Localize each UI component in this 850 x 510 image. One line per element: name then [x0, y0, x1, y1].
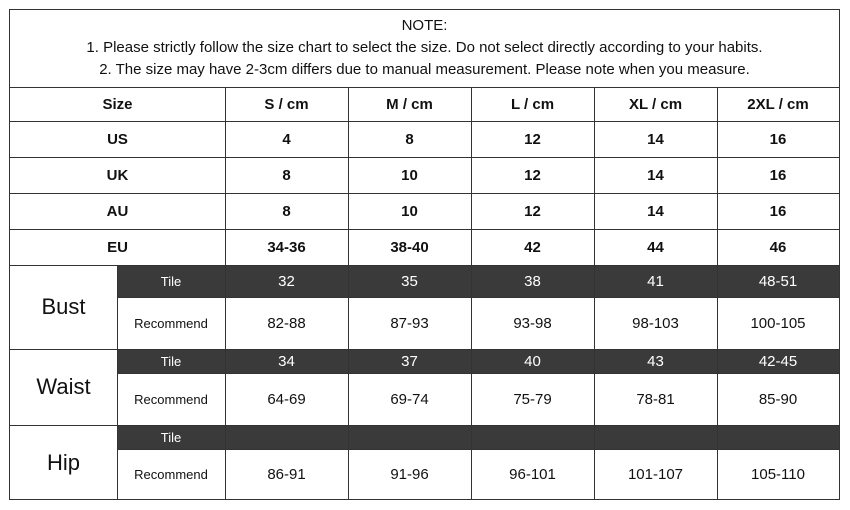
- recommend-value: 75-79: [513, 390, 552, 408]
- grid-line: [10, 121, 839, 122]
- region-value: 14: [647, 202, 664, 220]
- region-value: 34-36: [267, 238, 306, 256]
- region-value: 38-40: [390, 238, 429, 256]
- region-value: 16: [769, 202, 787, 220]
- region-value: 42: [524, 238, 541, 256]
- size-header: Size: [102, 96, 133, 113]
- grid-line: [225, 88, 226, 500]
- size-chart: [9, 9, 840, 500]
- grid-line: [348, 88, 349, 500]
- note-title: NOTE:: [401, 17, 448, 34]
- size-column-header: L / cm: [510, 96, 555, 113]
- grid-line: [471, 88, 472, 500]
- tile-value: 34: [225, 349, 348, 373]
- tile-value: 40: [471, 349, 594, 373]
- region-value: 12: [524, 130, 541, 148]
- size-column-header: XL / cm: [628, 96, 683, 113]
- tile-value: 48-51: [717, 265, 839, 297]
- tile-value: 38: [471, 265, 594, 297]
- size-column-header: S / cm: [264, 96, 309, 113]
- grid-line: [10, 157, 839, 158]
- recommend-value: 86-91: [267, 466, 306, 483]
- recommend-value: 91-96: [390, 466, 429, 483]
- region-value: 14: [647, 130, 664, 148]
- tile-value: [225, 425, 348, 449]
- region-label: EU: [107, 238, 128, 256]
- recommend-value: 101-107: [627, 466, 684, 483]
- size-column-header: M / cm: [386, 96, 433, 113]
- recommend-value: 98-103: [632, 314, 679, 332]
- recommend-value: 64-69: [267, 390, 306, 408]
- recommend-value: 100-105: [750, 314, 806, 332]
- region-value: 16: [769, 130, 787, 148]
- tile-value: [717, 425, 839, 449]
- grid-line: [10, 425, 839, 426]
- size-column-header: 2XL / cm: [747, 96, 809, 113]
- tile-value: 43: [594, 349, 717, 373]
- region-value: 10: [401, 202, 418, 220]
- region-value: 4: [282, 130, 291, 148]
- recommend-label: Recommend: [134, 467, 208, 482]
- tile-value: 32: [225, 265, 348, 297]
- region-value: 46: [769, 238, 787, 256]
- region-value: 44: [647, 238, 664, 256]
- grid-line: [594, 88, 595, 500]
- region-value: 8: [282, 202, 291, 220]
- region-label: UK: [106, 166, 129, 184]
- tile-value: [594, 425, 717, 449]
- grid-line: [10, 265, 839, 266]
- region-label: AU: [106, 202, 129, 220]
- tile-label: Tile: [117, 425, 225, 449]
- recommend-value: 85-90: [758, 390, 798, 408]
- note-line-2: 2. The size may have 2-3cm differs due to manual measurement. Please note when you measure.: [99, 61, 750, 78]
- recommend-value: 82-88: [267, 314, 306, 332]
- tile-label: Tile: [117, 265, 225, 297]
- recommend-value: 87-93: [390, 314, 429, 332]
- grid-line: [117, 265, 118, 500]
- region-value: 8: [282, 166, 291, 184]
- tile-value: 42-45: [717, 349, 839, 373]
- tile-value: 35: [348, 265, 471, 297]
- grid-line: [717, 88, 718, 500]
- grid-line: [10, 229, 839, 230]
- recommend-label: Recommend: [134, 391, 208, 407]
- tile-value: 37: [348, 349, 471, 373]
- tile-value: [348, 425, 471, 449]
- grid-line: [10, 349, 839, 350]
- recommend-value: 69-74: [390, 390, 429, 408]
- recommend-value: 78-81: [636, 390, 675, 408]
- recommend-value: 105-110: [751, 466, 805, 483]
- grid-line: [10, 193, 839, 194]
- region-value: 12: [524, 166, 541, 184]
- note-box: [10, 10, 839, 88]
- measurement-name: Hip: [46, 449, 80, 475]
- measurement-name: Bust: [41, 294, 86, 319]
- tile-label: Tile: [117, 349, 225, 373]
- note-line-1: 1. Please strictly follow the size chart to select the size. Do not select directly according to your habits.: [86, 39, 763, 56]
- recommend-value: 93-98: [513, 314, 552, 332]
- region-value: 16: [769, 166, 787, 184]
- region-label: US: [107, 130, 128, 148]
- recommend-value: 96-101: [509, 466, 556, 483]
- region-value: 12: [524, 202, 541, 220]
- region-value: 14: [647, 166, 664, 184]
- recommend-label: Recommend: [134, 315, 208, 331]
- tile-value: [471, 425, 594, 449]
- tile-value: 41: [594, 265, 717, 297]
- region-value: 10: [401, 166, 418, 184]
- measurement-name: Waist: [36, 374, 91, 399]
- region-value: 8: [405, 130, 414, 148]
